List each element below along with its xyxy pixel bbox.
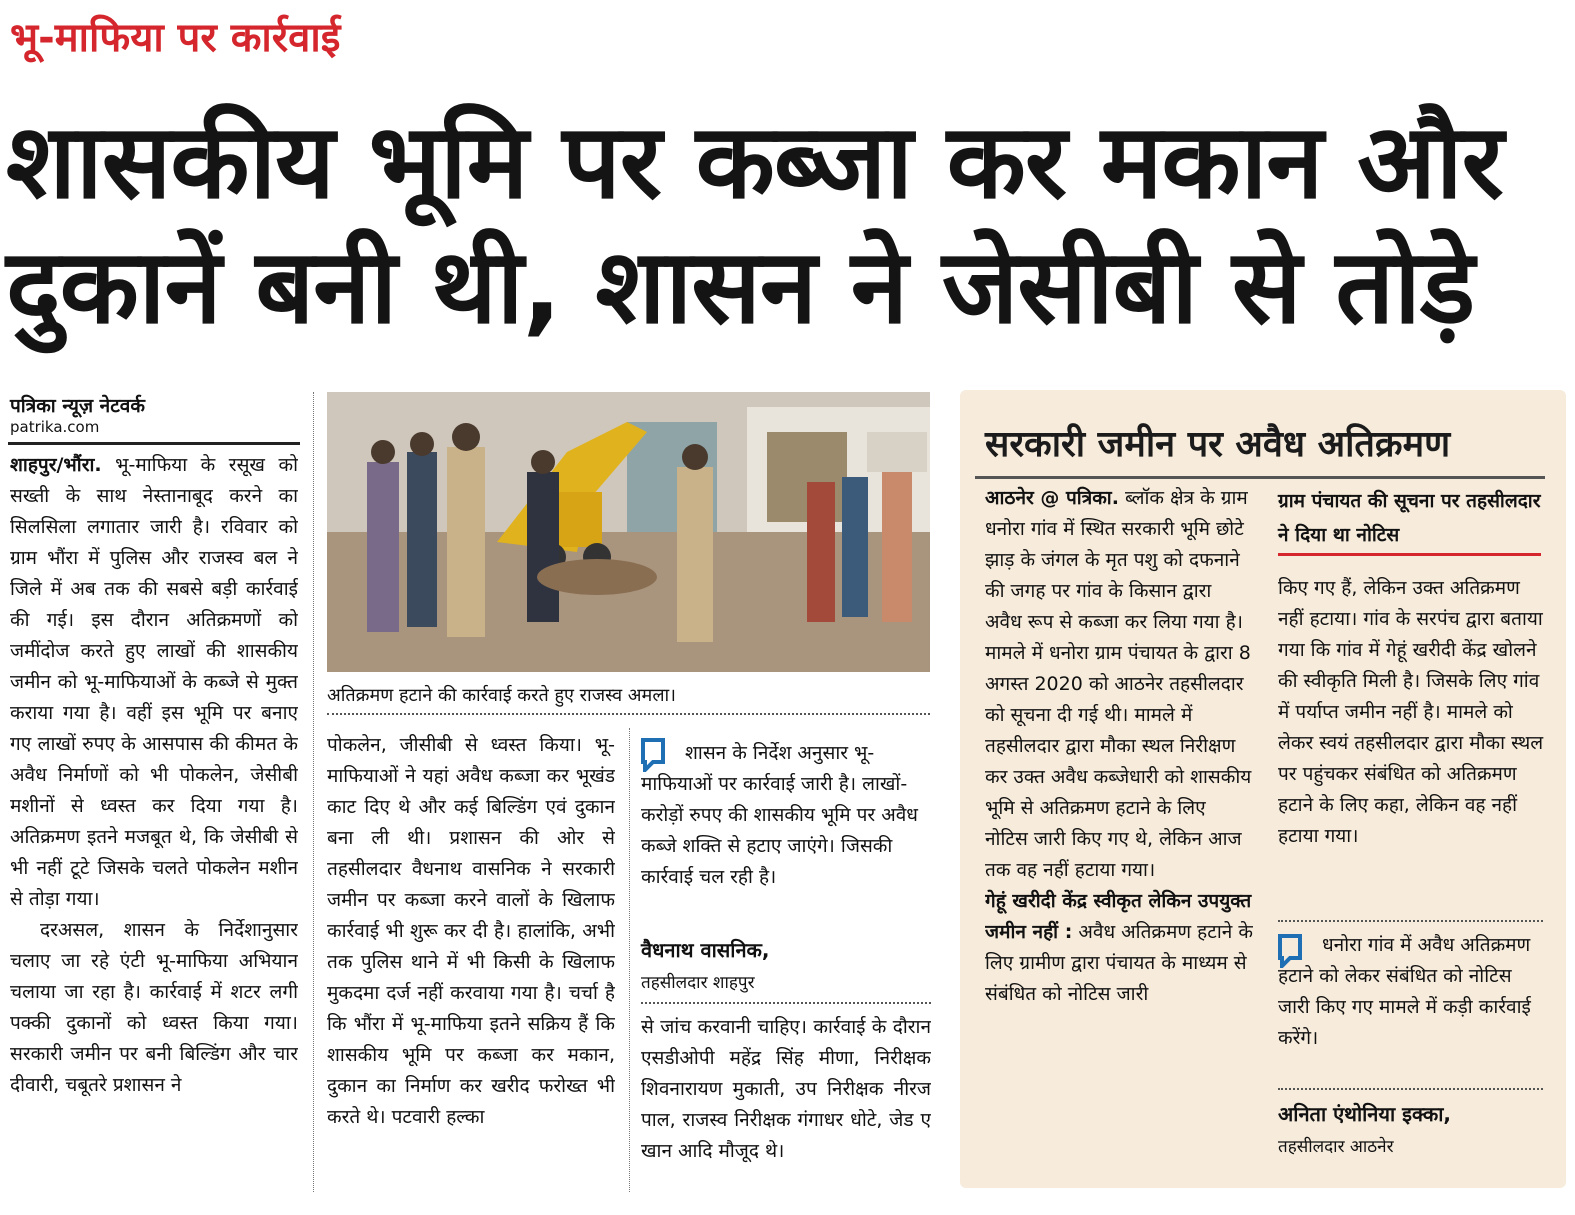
- sidebar-heading: गेहूं खरीदी केंद्र स्वीकृत लेकिन उपयुक्त जमीन नहीं :: [985, 890, 1252, 943]
- quote-role: तहसीलदार शाहपुर: [641, 973, 755, 993]
- sidebar-quote-text: धनोरा गांव में अवैध अतिक्रमण हटाने को लेकर संबंधित को नोटिस जारी किए गए मामले में कड़ी कार्रवाई करेंगे।: [1278, 934, 1531, 1049]
- article-column-2: [327, 730, 615, 1195]
- column-divider: [313, 392, 314, 1192]
- byline-rule: [8, 442, 300, 445]
- sidebar-para-1: [985, 483, 1253, 886]
- sidebar-para-2: [985, 886, 1253, 1010]
- column-1-text-2: दरअसल, शासन के निर्देशानुसार चलाए जा रहे एंटी भू-माफिया अभियान चलाया जा रहा है। कार्रवाई में शटर लगी पक्की दुकानों को ध्वस्त किया गया। सरकारी जमीन पर बनी बिल्डिंग और चार दीवारी, चबूतरे प्रशासन ने: [10, 919, 298, 1096]
- column-1-para-1: [10, 450, 298, 915]
- sidebar-quote-author: अनिता एंथोनिया इक्का,: [1278, 1102, 1452, 1126]
- column-divider-2: [629, 728, 630, 1192]
- quote-rule: [641, 1002, 931, 1004]
- kicker: भू-माफिया पर कार्रवाई: [10, 15, 341, 61]
- sidebar-red-rule: [1278, 553, 1541, 556]
- sidebar-subheading: ग्राम पंचायत की सूचना पर तहसीलदार ने दिया था नोटिस: [1278, 490, 1541, 546]
- sidebar-quote-top-rule: [1278, 920, 1543, 922]
- sidebar-text-3: किए गए हैं, लेकिन उक्त अतिक्रमण नहीं हटाया। गांव के सरपंच द्वारा बताया गया कि गांव में गेहूं खरीदी केंद्र खोलने की स्वीकृति मिली है। जिसके लिए गांव में पर्याप्त जमीन नहीं है। मामले को लेकर स्वयं तहसीलदार द्वारा मौका स्थल पर पहुंचकर संबंधित को अतिक्रमण हटाने के लिए कहा, लेकिन वह नहीं हटाया गया।: [1278, 577, 1544, 847]
- demolition-photo: [327, 392, 930, 672]
- column-1-para-2: [10, 915, 298, 1101]
- sidebar-title-rule: [975, 476, 1545, 479]
- sidebar-text-2: अवैध अतिक्रमण हटाने के लिए ग्रामीण द्वारा पंचायत के माध्यम से संबंधित को नोटिस जारी: [985, 921, 1253, 1005]
- column-1-text-1: भू-माफिया के रसूख को सख्ती के साथ नेस्तानाबूद करने का सिलसिला लगातार जारी है। रविवार को ग्राम भौंरा में पुलिस और राजस्व बल ने जिले में अब तक की सबसे बड़ी कार्रवाई की गई। इस दौरान अतिक्रमणों को जमींदोज करते हुए लाखों की शासकीय जमीन को भू-माफियाओं के कब्जे से मुक्त कराया गया है। वहीं इस भूमि पर बनाए गए लाखों रुपए के आसपास की कीमत के अवैध निर्माणों को भी पोकलेन, जेसीबी मशीनों से ध्वस्त कर दिया गया है। अतिक्रमण इतने मजबूत थे, कि जेसीबी से भी नहीं टूटे जिसके चलते पोकलेन मशीन से तोड़ा गया।: [10, 454, 298, 910]
- column-2-text: पोकलेन, जीसीबी से ध्वस्त किया। भू-माफियाओं ने यहां अवैध कब्जा कर भूखंड काट दिए थे और कई बिल्डिंग एवं दुकान बना ली थी। प्रशासन की ओर से तहसीलदार वैधनाथ वासनिक ने सरकारी जमीन पर कब्जा करने वालों के खिलाफ कार्रवाई भी शुरू कर दी है। हालांकि, अभी तक पुलिस थाने में भी किसी के खिलाफ मुकदमा दर्ज नहीं करवाया गया है। चर्चा है कि भौंरा में भू-माफिया इतने सक्रिय हैं कि शासकीय भूमि पर कब्जा कर मकान, दुकान का निर्माण कर खरीद फरोख्त भी करते थे। पटवारी हल्का: [327, 734, 615, 1128]
- photo-illustration: [327, 392, 930, 672]
- sidebar-column-1: [985, 483, 1253, 1163]
- article-column-1: [10, 450, 298, 1195]
- sidebar-text-1: ब्लॉक क्षेत्र के ग्राम धनोरा गांव में स्थित सरकारी भूमि छोटे झाड़ के जंगल के मृत पशु को दफनाने की जगह पर गांव के किसान द्वारा अवैध रूप से कब्जा कर लिया गया है। मामले में धनोरा ग्राम पंचायत के द्वारा 8 अगस्त 2020 को आठनेर तहसीलदार को सूचना दी गई थी। मामले में तहसीलदार द्वारा मौका स्थल निरीक्षण कर उक्त अवैध कब्जेधारी को शासकीय भूमि से अतिक्रमण हटाने के लिए नोटिस जारी किए गए थे, लेकिन आज तक वह नहीं हटाया गया।: [985, 487, 1252, 881]
- sidebar-title: सरकारी जमीन पर अवैध अतिक्रमण: [985, 424, 1451, 465]
- sidebar-column-2: [1278, 573, 1550, 913]
- dateline: शाहपुर/भौंरा.: [10, 454, 102, 476]
- sidebar-dateline: आठनेर @ पत्रिका.: [985, 487, 1119, 509]
- caption-rule: [327, 713, 930, 715]
- photo-caption: अतिक्रमण हटाने की कार्रवाई करते हुए राजस्व अमला।: [327, 685, 677, 706]
- quote-author: वैधनाथ वासनिक,: [641, 938, 770, 962]
- byline: पत्रिका न्यूज़ नेटवर्क: [10, 395, 145, 417]
- sidebar-quote-role: तहसीलदार आठनेर: [1278, 1137, 1394, 1157]
- quote-text: शासन के निर्देश अनुसार भू-माफियाओं पर कार्रवाई जारी है। लाखों- करोड़ों रुपए की शासकीय भूमि पर अवैध कब्जे शक्ति से हटाए जाएंगे। जिसकी कार्रवाई चल रही है।: [641, 742, 918, 888]
- headline: शासकीय भूमि पर कब्जा कर मकान और दुकानें बनी थी, शासन ने जेसीबी से तोड़े: [6, 102, 1503, 347]
- column-3-text: से जांच करवानी चाहिए। कार्रवाई के दौरान एसडीओपी महेंद्र सिंह मीणा, निरीक्षक शिवनारायण मुकाती, उप निरीक्षक नीरज पाल, राजस्व निरीक्षक गंगाधर धोटे, जेड ए खान आदि मौजूद थे।: [641, 1016, 931, 1162]
- site-link[interactable]: patrika.com: [10, 418, 100, 436]
- sidebar-quote-rule: [1278, 1088, 1543, 1090]
- article-column-3: [641, 1012, 931, 1197]
